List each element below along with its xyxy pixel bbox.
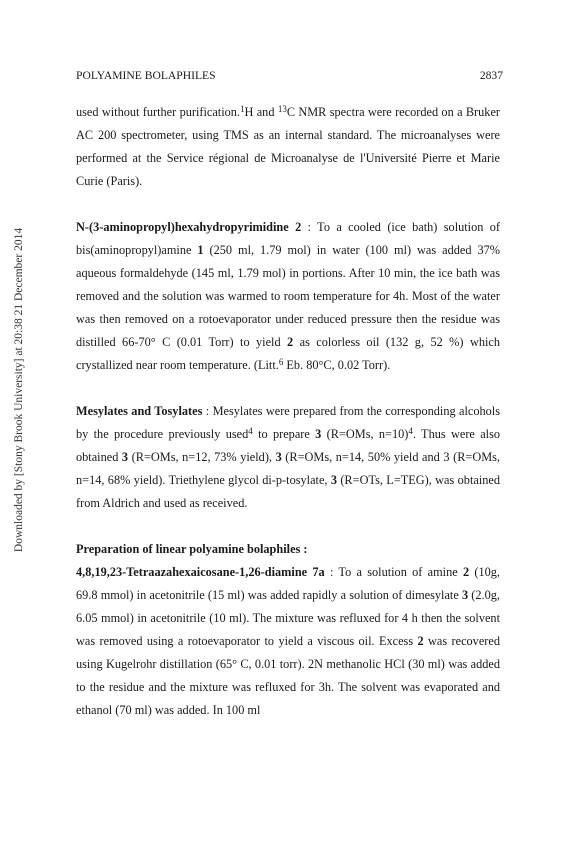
text-run: H and [244,105,278,119]
page-number: 2837 [479,69,503,82]
compound-number: 2 [287,335,294,349]
text-run: (R=OMs, n=10) [321,427,409,441]
text-run: : To a cooled (ice bath) solution of bis(aminopropyl)amine [76,220,500,257]
section-heading: N-(3-aminopropyl)hexahydropyrimidine 2 [76,220,302,234]
text-run: (250 ml, 1.79 mol) in water (100 ml) was added 37% aqueous formaldehyde (145 ml, 1.79 mol) in portions. After 10 min, the ice bath was removed and the solution was warmed to room temperature for 4h. Most of the water was then removed on a rotoevaporator under reduced pressure then the residue was distilled 66-70° C (0.01 Torr) to yield [76,243,500,349]
section-heading: 4,8,19,23-Tetraazahexaicosane-1,26-diamine 7a [76,565,325,579]
text-run: (2.0g, 6.05 mmol) in acetonitrile (10 ml). The mixture was refluxed for 4 h then the solvent was removed using a rotoevaporator to yield a viscous oil. Excess [76,588,500,648]
compound-number: 3 [330,473,337,487]
compound-number: 2 [417,634,424,648]
download-watermark [8,110,30,670]
section-heading: Mesylates and Tosylates [76,404,203,418]
superscript: 4 [408,426,413,436]
text-run: (R=OTs, L=TEG), was obtained from Aldrich and used as received. [76,473,500,510]
text-run: : Mesylates were prepared from the corresponding alcohols by the procedure previously used [76,404,500,441]
page-body [76,101,500,722]
compound-number: 1 [197,243,204,257]
superscript: 4 [248,426,253,436]
paragraph-nmr [76,101,500,193]
text-run: as colorless oil (132 g, 52 %) which crystallized near room temperature. (Litt. [76,335,500,372]
compound-number: 2 [462,565,470,579]
text-run: (R=OMs, n=14, 50% yield and 3 (R=OMs, n=14, 68% yield). Triethylene glycol di-p-tosylate, [76,450,501,487]
running-title: POLYAMINE BOLAPHILES [76,69,216,82]
text-run: used without further purification. [76,105,241,119]
text-run: C NMR spectra were recorded on a Bruker AC 200 spectrometer, using TMS as an internal standard. The microanalyses were performed at the Service régional de Microanalyse de l'Université Pierre et Marie Curie (Paris). [76,105,501,188]
text-run: to prepare [252,427,316,441]
compound-number: 3 [461,588,469,602]
paragraph-diamine [76,561,500,722]
download-watermark-text: Downloaded by [Stony Brook University] at 20:38 21 December 2014 [13,227,25,553]
text-run: : To a solution of amine [324,565,463,579]
text-run: was recovered using Kugelrohr distillation (65° C, 0.01 torr). 2N methanolic HCl (30 ml) was added to the residue and the mixture was refluxed for 3h. The solvent was evaporated and ethanol (70 ml) was added. In 100 ml [76,634,500,717]
paragraph-mesylates [76,400,500,515]
section-heading-preparation [76,538,500,561]
text-run: . Thus were also obtained [76,427,501,464]
text-run: (10g, 69.8 mmol) in acetonitrile (15 ml) was added rapidly a solution of dimesylate [76,565,500,602]
text-run: (R=OMs, n=12, 73% yield), [128,450,276,464]
superscript: 1 [240,104,245,114]
superscript: 13 [277,104,287,114]
paragraph-hexahydropyrimidine [76,216,500,377]
superscript: 6 [278,357,284,367]
text-run: Eb. 80°C, 0.02 Torr). [283,358,391,372]
compound-number: 3 [121,450,129,464]
compound-number: 3 [275,450,282,464]
section-heading: Preparation of linear polyamine bolaphiles : [76,542,308,556]
page-header [76,69,503,82]
compound-number: 3 [315,427,322,441]
